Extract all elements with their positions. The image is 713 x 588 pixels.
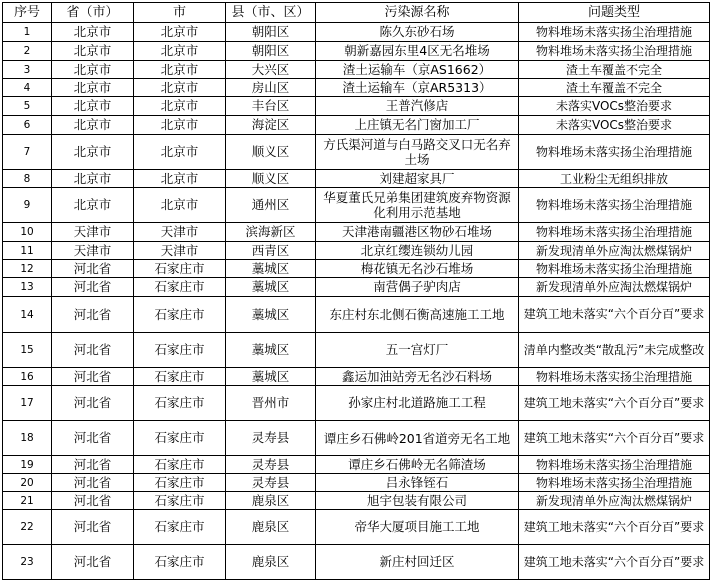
cell-source: 鑫运加油站旁无名沙石料场	[316, 368, 519, 386]
cell-province: 北京市	[52, 23, 134, 42]
cell-city: 天津市	[134, 242, 226, 260]
cell-province: 河北省	[52, 386, 134, 421]
cell-province: 北京市	[52, 188, 134, 223]
cell-issue: 建筑工地未落实“六个百分百”要求	[519, 510, 710, 545]
cell-source: 吕永锋铚石	[316, 474, 519, 492]
cell-no: 19	[3, 456, 52, 474]
cell-county: 顺义区	[226, 170, 316, 188]
cell-city: 石家庄市	[134, 456, 226, 474]
cell-province: 天津市	[52, 242, 134, 260]
cell-issue: 物料堆场未落实扬尘治理措施	[519, 188, 710, 223]
table-body	[3, 23, 710, 580]
cell-city: 石家庄市	[134, 492, 226, 510]
cell-no: 17	[3, 386, 52, 421]
cell-source: 五一宫灯厂	[316, 333, 519, 368]
cell-city: 石家庄市	[134, 474, 226, 492]
cell-issue: 未落实VOCs整治要求	[519, 116, 710, 135]
cell-issue: 建筑工地未落实“六个百分百”要求	[519, 386, 710, 421]
cell-issue: 物料堆场未落实扬尘治理措施	[519, 42, 710, 61]
cell-county: 藁城区	[226, 260, 316, 278]
table-row	[3, 278, 710, 297]
cell-county: 晋州市	[226, 386, 316, 421]
cell-no: 7	[3, 135, 52, 170]
table-row	[3, 260, 710, 278]
table-row	[3, 368, 710, 386]
table-row	[3, 421, 710, 456]
cell-city: 北京市	[134, 170, 226, 188]
cell-county: 西青区	[226, 242, 316, 260]
cell-city: 石家庄市	[134, 545, 226, 580]
cell-source: 帝华大厦项目施工工地	[316, 510, 519, 545]
cell-city: 石家庄市	[134, 368, 226, 386]
table-row	[3, 188, 710, 223]
cell-county: 大兴区	[226, 61, 316, 79]
cell-issue: 物料堆场未落实扬尘治理措施	[519, 456, 710, 474]
cell-source: 旭宇包装有限公司	[316, 492, 519, 510]
cell-source: 谭庄乡石佛岭无名筛渣场	[316, 456, 519, 474]
cell-province: 天津市	[52, 223, 134, 242]
cell-source: 谭庄乡石佛岭201省道旁无名工地	[316, 421, 519, 456]
table-row	[3, 297, 710, 333]
cell-source: 梅花镇无名沙石堆场	[316, 260, 519, 278]
cell-no: 16	[3, 368, 52, 386]
cell-source: 渣土运输车（京AS1662）	[316, 61, 519, 79]
cell-no: 5	[3, 97, 52, 116]
cell-source: 朝新嘉园东里4区无名堆场	[316, 42, 519, 61]
cell-province: 北京市	[52, 97, 134, 116]
header-city: 市	[134, 3, 226, 23]
table-row	[3, 97, 710, 116]
cell-county: 鹿泉区	[226, 510, 316, 545]
cell-city: 北京市	[134, 116, 226, 135]
cell-issue: 建筑工地未落实“六个百分百”要求	[519, 297, 710, 333]
table-row	[3, 242, 710, 260]
cell-province: 河北省	[52, 545, 134, 580]
table-row	[3, 386, 710, 421]
cell-source: 方氏渠河道与白马路交叉口无名弃土场	[316, 135, 519, 170]
cell-issue: 新发现清单外应淘汰燃煤锅炉	[519, 492, 710, 510]
cell-city: 石家庄市	[134, 333, 226, 368]
cell-province: 河北省	[52, 368, 134, 386]
cell-city: 北京市	[134, 188, 226, 223]
cell-no: 9	[3, 188, 52, 223]
cell-issue: 物料堆场未落实扬尘治理措施	[519, 23, 710, 42]
cell-source: 华夏董氏兄弟集团建筑废弃物资源化利用示范基地	[316, 188, 519, 223]
cell-no: 11	[3, 242, 52, 260]
cell-issue: 未落实VOCs整治要求	[519, 97, 710, 116]
cell-issue: 渣土车覆盖不完全	[519, 61, 710, 79]
cell-no: 23	[3, 545, 52, 580]
table-row	[3, 510, 710, 545]
cell-issue: 新发现清单外应淘汰燃煤锅炉	[519, 278, 710, 297]
cell-no: 4	[3, 79, 52, 97]
cell-county: 藁城区	[226, 297, 316, 333]
header-county: 县（市、区）	[226, 3, 316, 23]
table-row	[3, 333, 710, 368]
cell-province: 北京市	[52, 116, 134, 135]
cell-issue: 物料堆场未落实扬尘治理措施	[519, 135, 710, 170]
cell-no: 14	[3, 297, 52, 333]
cell-source: 天津港南疆港区物砂石堆场	[316, 223, 519, 242]
cell-county: 藁城区	[226, 368, 316, 386]
table-row	[3, 223, 710, 242]
cell-no: 20	[3, 474, 52, 492]
cell-province: 北京市	[52, 170, 134, 188]
cell-county: 朝阳区	[226, 42, 316, 61]
cell-province: 河北省	[52, 278, 134, 297]
cell-issue: 物料堆场未落实扬尘治理措施	[519, 474, 710, 492]
cell-county: 灵寿县	[226, 421, 316, 456]
cell-province: 河北省	[52, 474, 134, 492]
cell-city: 天津市	[134, 223, 226, 242]
cell-county: 海淀区	[226, 116, 316, 135]
cell-city: 石家庄市	[134, 421, 226, 456]
table-row	[3, 61, 710, 79]
cell-city: 北京市	[134, 97, 226, 116]
cell-issue: 渣土车覆盖不完全	[519, 79, 710, 97]
cell-issue: 新发现清单外应淘汰燃煤锅炉	[519, 242, 710, 260]
table-row	[3, 456, 710, 474]
cell-no: 10	[3, 223, 52, 242]
table-row	[3, 135, 710, 170]
cell-no: 18	[3, 421, 52, 456]
table-row	[3, 42, 710, 61]
cell-city: 北京市	[134, 42, 226, 61]
cell-county: 灵寿县	[226, 456, 316, 474]
cell-no: 12	[3, 260, 52, 278]
cell-no: 22	[3, 510, 52, 545]
cell-county: 藁城区	[226, 333, 316, 368]
header-serial-no: 序号	[3, 3, 52, 23]
cell-province: 北京市	[52, 61, 134, 79]
cell-no: 8	[3, 170, 52, 188]
cell-county: 灵寿县	[226, 474, 316, 492]
cell-source: 王普汽修店	[316, 97, 519, 116]
cell-source: 陈久东砂石场	[316, 23, 519, 42]
cell-no: 15	[3, 333, 52, 368]
cell-province: 河北省	[52, 333, 134, 368]
cell-county: 藁城区	[226, 278, 316, 297]
cell-source: 北京红缨连锁幼儿园	[316, 242, 519, 260]
cell-issue: 物料堆场未落实扬尘治理措施	[519, 223, 710, 242]
cell-city: 北京市	[134, 79, 226, 97]
table-row	[3, 170, 710, 188]
cell-issue: 物料堆场未落实扬尘治理措施	[519, 368, 710, 386]
cell-issue: 工业粉尘无组织排放	[519, 170, 710, 188]
cell-source: 南营偶子驴肉店	[316, 278, 519, 297]
cell-province: 北京市	[52, 135, 134, 170]
cell-no: 3	[3, 61, 52, 79]
header-province: 省（市）	[52, 3, 134, 23]
cell-city: 石家庄市	[134, 297, 226, 333]
header-issue-type: 问题类型	[519, 3, 710, 23]
cell-source: 孙家庄村北道路施工工程	[316, 386, 519, 421]
cell-county: 滨海新区	[226, 223, 316, 242]
cell-county: 顺义区	[226, 135, 316, 170]
cell-province: 河北省	[52, 297, 134, 333]
table-row	[3, 79, 710, 97]
table-row	[3, 116, 710, 135]
cell-source: 上庄镇无名门窗加工厂	[316, 116, 519, 135]
cell-issue: 建筑工地未落实“六个百分百”要求	[519, 545, 710, 580]
header-source-name: 污染源名称	[316, 3, 519, 23]
table-row	[3, 474, 710, 492]
cell-city: 北京市	[134, 61, 226, 79]
cell-no: 2	[3, 42, 52, 61]
cell-county: 鹿泉区	[226, 545, 316, 580]
cell-province: 河北省	[52, 456, 134, 474]
table-row	[3, 492, 710, 510]
table-row	[3, 545, 710, 580]
cell-source: 刘建超家具厂	[316, 170, 519, 188]
cell-city: 石家庄市	[134, 386, 226, 421]
table-row	[3, 23, 710, 42]
cell-issue: 建筑工地未落实“六个百分百”要求	[519, 421, 710, 456]
cell-county: 通州区	[226, 188, 316, 223]
cell-province: 河北省	[52, 260, 134, 278]
cell-county: 房山区	[226, 79, 316, 97]
cell-province: 河北省	[52, 510, 134, 545]
cell-county: 朝阳区	[226, 23, 316, 42]
cell-city: 石家庄市	[134, 510, 226, 545]
cell-city: 石家庄市	[134, 278, 226, 297]
cell-issue: 物料堆场未落实扬尘治理措施	[519, 260, 710, 278]
cell-city: 北京市	[134, 23, 226, 42]
cell-source: 新庄村回迁区	[316, 545, 519, 580]
cell-no: 13	[3, 278, 52, 297]
cell-province: 河北省	[52, 421, 134, 456]
cell-county: 丰台区	[226, 97, 316, 116]
pollution-source-table	[2, 2, 710, 580]
cell-province: 北京市	[52, 42, 134, 61]
cell-province: 河北省	[52, 492, 134, 510]
cell-source: 东庄村东北侧石衡高速施工工地	[316, 297, 519, 333]
cell-county: 鹿泉区	[226, 492, 316, 510]
cell-issue: 清单内整改类“散乱污”未完成整改	[519, 333, 710, 368]
cell-source: 渣土运输车（京AR5313）	[316, 79, 519, 97]
cell-no: 21	[3, 492, 52, 510]
cell-no: 6	[3, 116, 52, 135]
cell-province: 北京市	[52, 79, 134, 97]
header-row	[3, 3, 710, 23]
cell-city: 北京市	[134, 135, 226, 170]
cell-no: 1	[3, 23, 52, 42]
cell-city: 石家庄市	[134, 260, 226, 278]
